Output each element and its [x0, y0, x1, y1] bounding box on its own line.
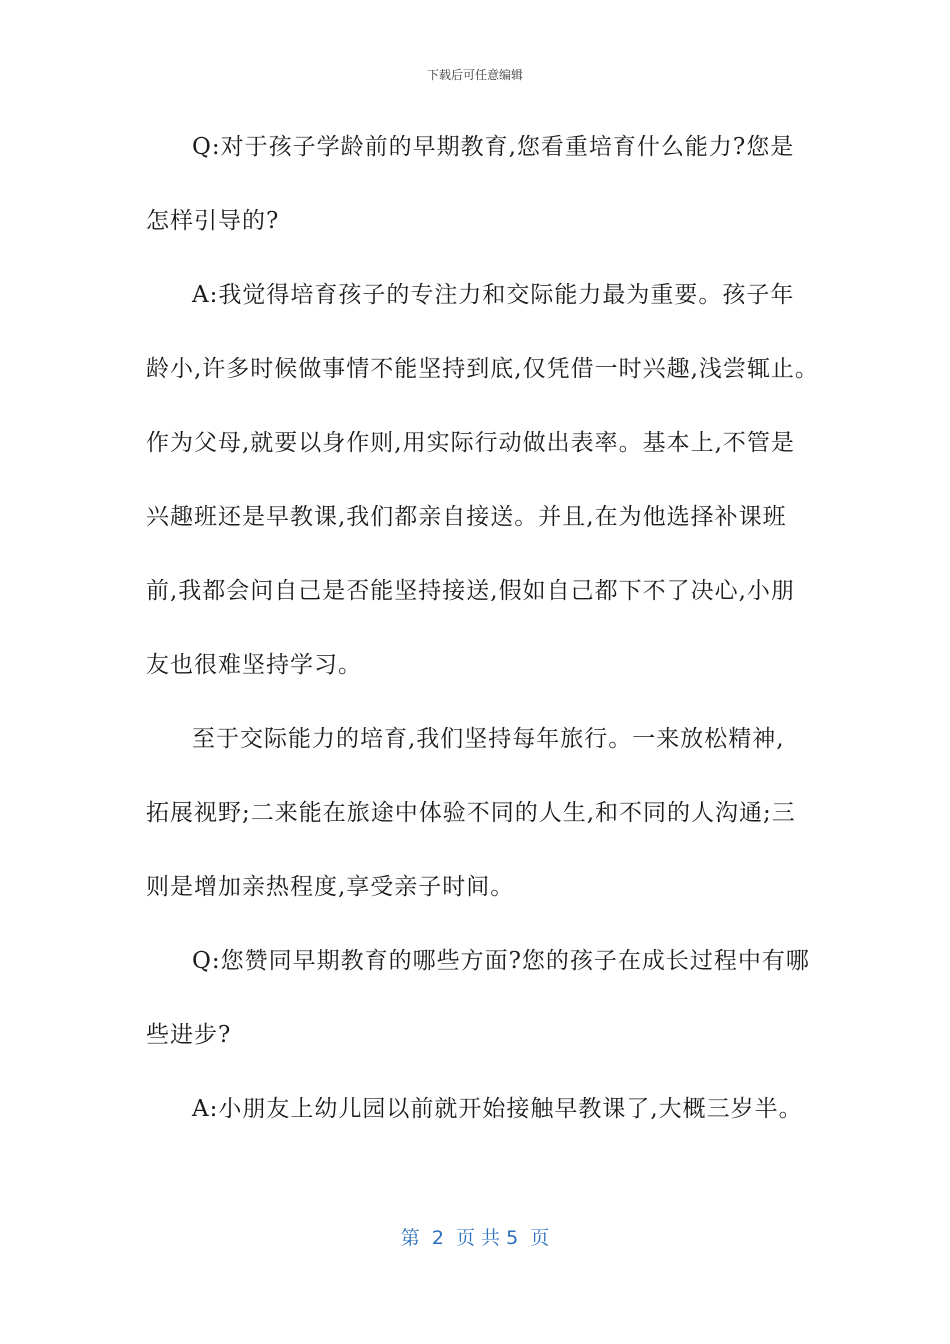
text-line: 些进步?	[146, 1022, 232, 1048]
text-line: 友也很难坚持学习。	[146, 652, 362, 678]
text-line: Q:对于孩子学龄前的早期教育,您看重培育什么能力?您是	[192, 134, 795, 160]
text-line: 龄小,许多时候做事情不能坚持到底,仅凭借一时兴趣,浅尝辄止。	[146, 356, 819, 382]
text-line: A:我觉得培育孩子的专注力和交际能力最为重要。孩子年	[192, 282, 795, 308]
page-number-footer: 第 2 页 共 5 页	[400, 1227, 550, 1249]
text-line: 作为父母,就要以身作则,用实际行动做出表率。基本上,不管是	[146, 430, 795, 456]
text-line: 至于交际能力的培育,我们坚持每年旅行。一来放松精神,	[192, 726, 785, 752]
text-line: 拓展视野;二来能在旅途中体验不同的人生,和不同的人沟通;三	[146, 800, 796, 826]
text-line: A:小朋友上幼儿园以前就开始接触早教课了,大概三岁半。	[192, 1096, 803, 1122]
text-line: 则是增加亲热程度,享受亲子时间。	[146, 874, 515, 900]
text-line: 兴趣班还是早教课,我们都亲自接送。并且,在为他选择补课班	[146, 504, 787, 530]
page-header-note: 下载后可任意编辑	[426, 68, 523, 82]
text-line: Q:您赞同早期教育的哪些方面?您的孩子在成长过程中有哪	[192, 948, 810, 974]
text-line: 前,我都会问自己是否能坚持接送,假如自己都下不了决心,小朋	[146, 578, 795, 604]
text-line: 怎样引导的?	[146, 208, 280, 234]
